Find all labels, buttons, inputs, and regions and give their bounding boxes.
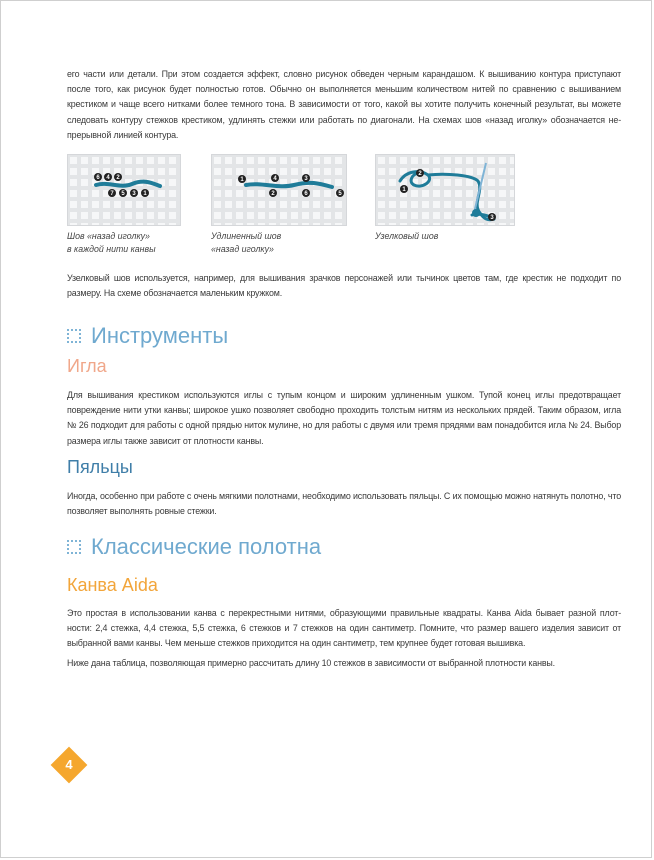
section-heading-tools: Инструменты <box>67 323 228 349</box>
french-knot-num: 3 <box>490 215 494 221</box>
backstitch-num: 5 <box>121 191 125 197</box>
long-backstitch-num: 3 <box>304 176 308 182</box>
long-backstitch-num: 6 <box>304 191 308 197</box>
figure-french-knot-canvas <box>375 154 515 226</box>
long-backstitch-num: 1 <box>240 177 244 183</box>
long-backstitch-num: 2 <box>271 191 275 197</box>
figure-french-knot-caption: Узелковый шов <box>375 231 439 241</box>
dotted-square-icon <box>67 540 81 554</box>
long-backstitch-num: 4 <box>273 176 277 182</box>
page-number-badge <box>51 747 87 783</box>
intro-paragraph: его части или детали. При этом создается эффект, словно рисунок обведен черным карандашом. К вышиванию контура приступают после того, как рисунок будет полностью готов. Обычно он выполняется меньшим количеством нитей по сравнению с вышиванием крестиком и чаще всего нитками более темного тона. В зависимости от того, какой вы хотите получить конечный результат, вы можете следовать контуру стежков крестиком, удлинять стежки или работать по диагонали. На схемах шов «назад иголку» обозначается не-прерывной линией контура. <box>67 69 621 140</box>
backstitch-num: 2 <box>116 175 120 181</box>
backstitch-num: 3 <box>132 191 136 197</box>
hoop-paragraph: Иногда, особенно при работе с очень мягкими полотнами, необходимо использовать пяльцы. С их помощью можно натянуть полотно, что позволяет выполнять ровные стежки. <box>67 491 621 517</box>
aida-paragraph: Это простая в использовании канва с перекрестными нитями, образующими правильные квадраты. Канва Aida бывает разной плот-ности: 2,4 стежка, 4,4 стежка, 5,5 стежка, 6 стежков и 7 стежков на один сантиметр. Помните, что размер вашего изделия зависит от выбранной вами канвы. Чем меньше стежков приходится на один сантиметр, тем крупнее будет готовая вышивка. <box>67 608 621 649</box>
subheading-hoop: Пяльцы <box>67 457 133 477</box>
figure-long-backstitch-canvas <box>211 154 347 226</box>
figure-backstitch <box>67 154 181 256</box>
section-heading-canvas: Классические полотна <box>67 534 321 560</box>
long-backstitch-num: 5 <box>338 191 342 197</box>
subheading-aida: Канва Aida <box>67 575 158 595</box>
backstitch-num: 1 <box>143 191 147 197</box>
backstitch-num: 7 <box>110 191 114 197</box>
table-intro-paragraph: Ниже дана таблица, позволяющая примерно рассчитать длину 10 стежков в зависимости от выбранной плотности канвы. <box>67 658 555 668</box>
backstitch-num: 6 <box>96 175 100 181</box>
french-knot-num: 1 <box>402 187 406 193</box>
french-knot-diagram <box>376 155 514 225</box>
needle-paragraph: Для вышивания крестиком используются иглы с тупым концом и широким удлиненным ушком. Тупой конец иглы предотвращает повреждение нити утки канвы; широкое ушко позволяет свободно проходить толстым нитям из нескольких прядей. Таким образом, игла № 26 подходит для работы с одной прядью ниток мулине, но для работы с двумя или тремя прядями вам понадобится игла № 24. Выбор размера иглы также зависит от плотности канвы. <box>67 390 621 446</box>
figure-backstitch-canvas <box>67 154 181 226</box>
backstitch-num: 4 <box>106 175 110 181</box>
dotted-square-icon <box>67 329 81 343</box>
subheading-needle: Игла <box>67 356 107 376</box>
figure-french-knot <box>375 154 515 243</box>
page-number: 4 <box>65 757 73 772</box>
long-backstitch-diagram <box>212 155 346 225</box>
knot-paragraph: Узелковый шов используется, например, для вышивания зрачков персонажей или тычинок цветов там, где крестик не подходит по размеру. На схеме обозначается маленьким кружком. <box>67 273 621 299</box>
backstitch-diagram <box>68 155 180 225</box>
figure-long-backstitch <box>211 154 347 256</box>
figure-backstitch-caption: Шов «назад иголку» в каждой нити канвы <box>67 231 156 254</box>
french-knot-num: 2 <box>418 171 422 177</box>
figure-long-backstitch-caption: Удлиненный шов «назад иголку» <box>211 231 282 254</box>
